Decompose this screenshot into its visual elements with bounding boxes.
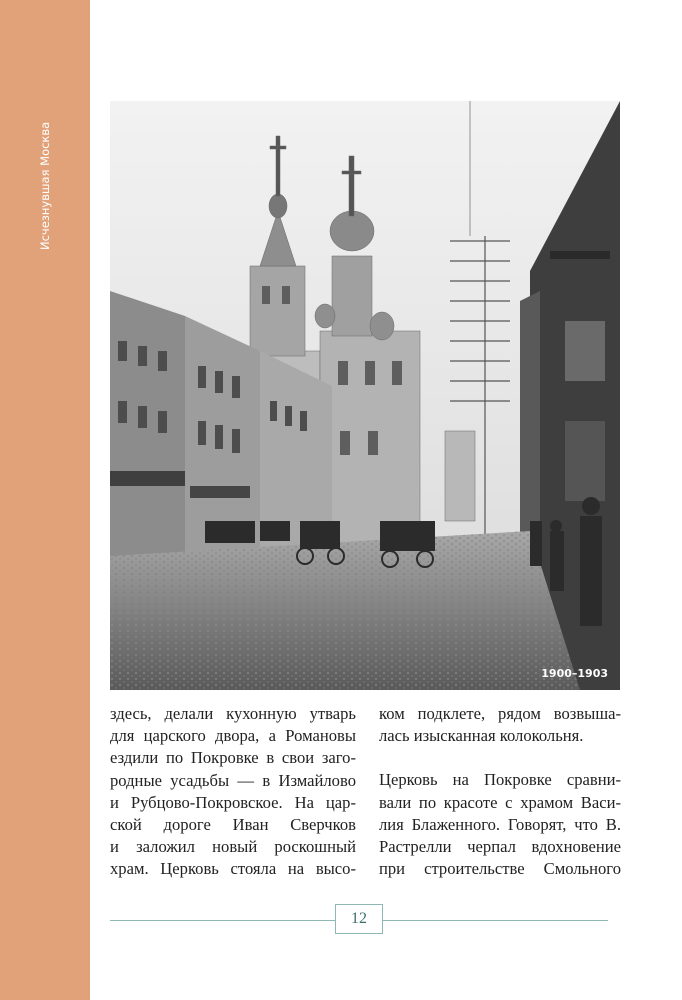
text-line: и Рубцово-Покровское. На цар- [110,792,356,812]
photo-caption: 1900–1903 [541,667,608,680]
text-line: лия Блаженного. Говорят, что В. [379,814,621,834]
text-line: ездили по Покровке в свои заго- [110,748,356,768]
text-column-right [379,703,621,880]
text-line: и заложил новый роскошный [110,837,356,857]
text-line: ской дороге Иван Сверчков [110,815,356,835]
text-line: Церковь на Покровке сравни- [379,770,621,790]
footer-rule-right [383,920,608,921]
text-line: храм. Церковь стояла на высо- [110,859,356,879]
photo-illustration [110,101,620,690]
footer-rule-left [110,920,335,921]
text-column-left [110,703,356,881]
page-number [335,904,383,934]
side-title-wrap [38,100,54,250]
paragraph-gap [379,747,621,769]
text-line: родные усадьбы — в Измайлово [110,770,356,790]
historic-photo [110,101,620,690]
text-line: здесь, делали кухонную утварь [110,704,356,723]
side-title: Исчезнувшая Москва [38,121,52,250]
text-line: при строительстве Смольного [379,859,621,879]
text-line: вали по красоте с храмом Васи- [379,792,621,812]
text-line: лась изысканная колокольня. [379,726,584,746]
text-line: для царского двора, а Романовы [110,726,356,746]
page-number-text: 12 [351,910,367,927]
text-line: ком подклете, рядом возвыша- [379,704,621,723]
text-line: Растрелли черпал вдохновение [379,837,621,857]
